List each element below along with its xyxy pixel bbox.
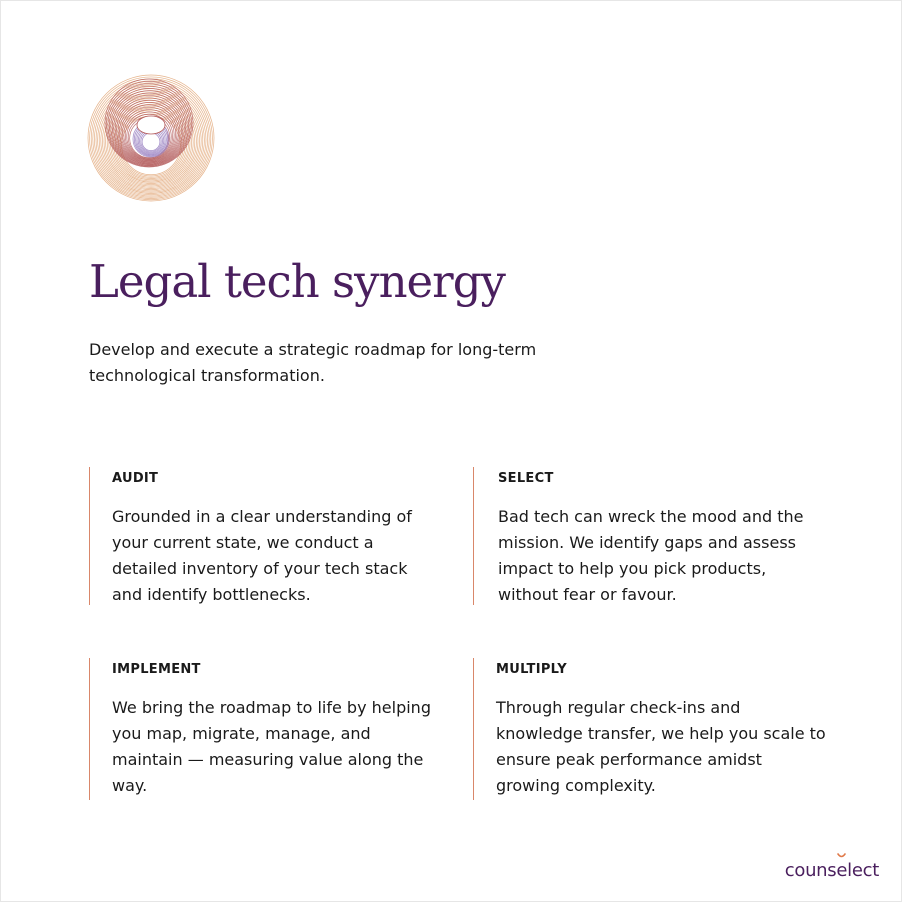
orange-smile-accent-icon [837, 853, 846, 859]
pillar-body: We bring the roadmap to life by helping you map, migrate, manage, and maintain — measuring value along the way. [112, 698, 431, 795]
pillar-heading: IMPLEMENT [112, 662, 201, 677]
pillar-heading: SELECT [498, 471, 554, 486]
page-subtitle: Develop and execute a strategic roadmap for long-term technological transformation. [89, 340, 537, 385]
page-title: Legal tech synergy [89, 255, 505, 308]
pillar-select [473, 467, 823, 605]
concentric-rings-logo-icon [87, 73, 217, 203]
brand-letter-e [836, 860, 847, 881]
pillar-body: Through regular check-ins and knowledge transfer, we help you scale to ensure peak performance amidst growing complexity. [496, 698, 826, 795]
pillar-heading: AUDIT [112, 471, 159, 486]
pillar-body: Grounded in a clear understanding of your current state, we conduct a detailed inventory of your tech stack and identify bottlenecks. [112, 507, 412, 604]
pillar-audit [89, 467, 439, 605]
brand-text-prefix: couns [784, 860, 837, 881]
pillar-body: Bad tech can wreck the mood and the mission. We identify gaps and assess impact to help you pick products, without fear or favour. [498, 507, 804, 604]
brand-text-suffix: lect [847, 860, 879, 881]
brand-text-e: e [836, 860, 848, 881]
pillar-heading: MULTIPLY [496, 662, 567, 677]
brand-logo [785, 860, 879, 881]
pillar-implement [89, 658, 439, 800]
pillar-multiply [473, 658, 826, 800]
